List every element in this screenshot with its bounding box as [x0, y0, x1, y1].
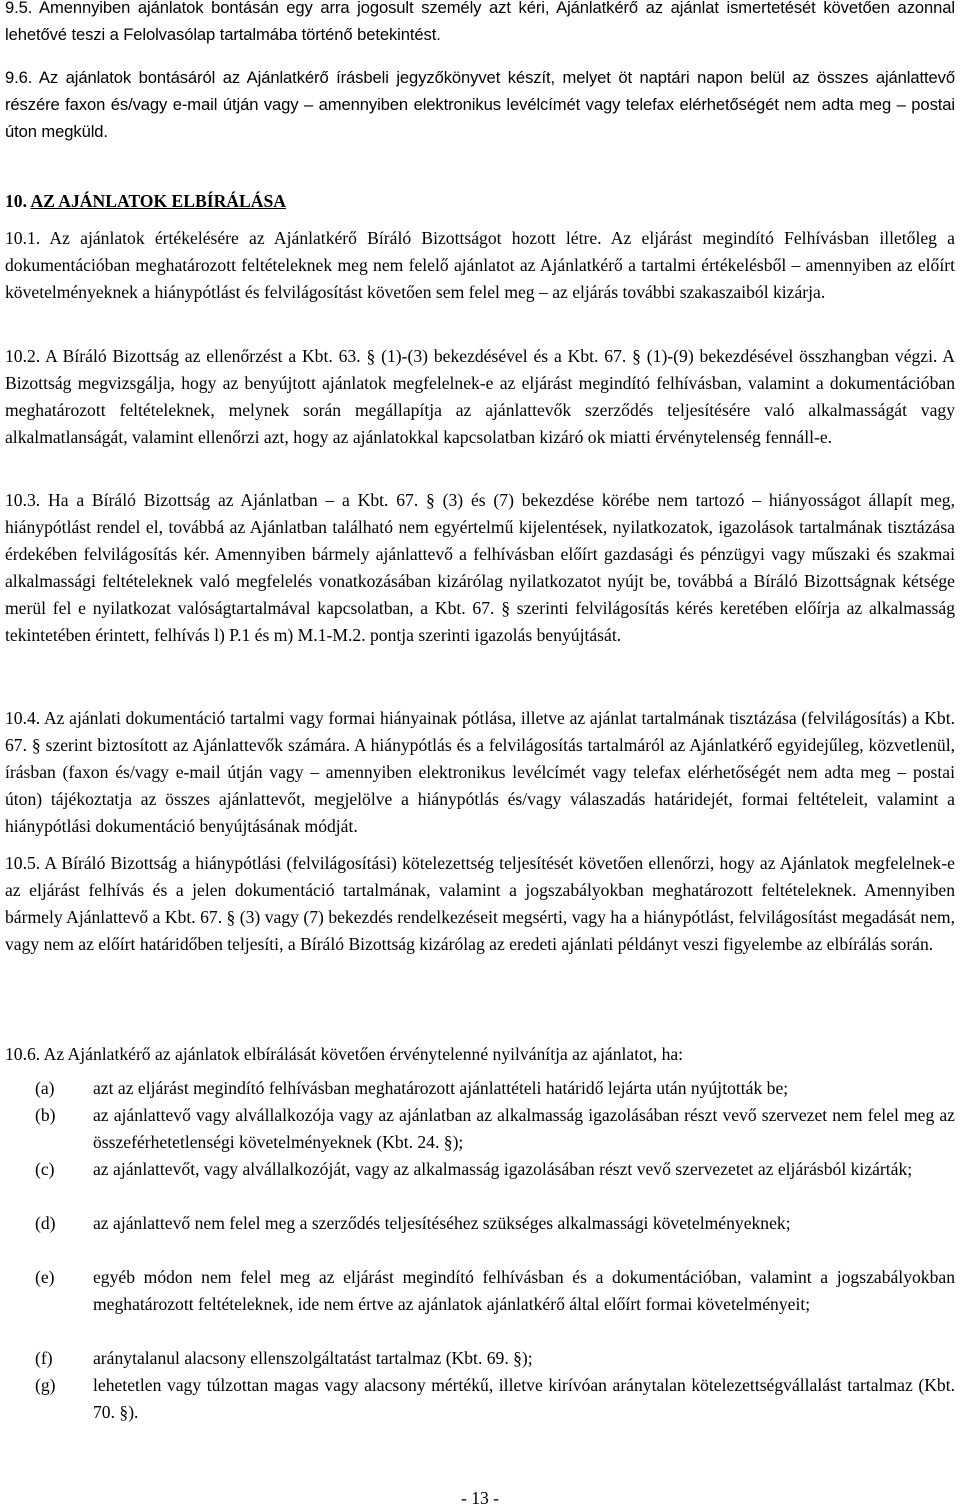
paragraph-10-1: 10.1. Az ajánlatok értékelésére az Ajánlatkérő Bíráló Bizottságot hozott létre. Az eljárást megindító Felhívásban illetőleg a dokumentációban meghatározott feltételeknek meg nem felelő ajánlatot az Ajánlatkérő a tartalmi értékelésből – amennyiben az előírt követelményeknek a hiánypótlást és felvilágosítást követően sem felel meg – az eljárás további szakaszaiból kizárja.	[5, 228, 955, 303]
section-heading	[5, 188, 286, 215]
section-number: 10.	[5, 191, 27, 211]
paragraph-10-3: 10.3. Ha a Bíráló Bizottság az Ajánlatban – a Kbt. 67. § (3) és (7) bekezdése körébe nem tartozó – hiányosságot állapít meg, hiánypótlást rendel el, továbbá az Ajánlatban található nem egyértelmű kijelentések, nyilatkozatok, igazolások tartalmának tisztázása érdekében felvilágosítás kér. Amennyiben bármely ajánlattevő a felhívásban előírt gazdasági és pénzügyi vagy műszaki és szakmai alkalmassági feltételeknek való megfelelés vonatkozásában kizárólag nyilatkozatot nyújt be, továbbá a Bíráló Bizottságnak kétsége merül fel e nyilatkozat valóságtartalmával kapcsolatban, a Kbt. 67. § szerinti felvilágosítás kérés keretében előírja az alkalmasság tekintetében érintett, felhívás l) P.1 és m) M.1-M.2. pontja szerinti igazolás benyújtását.	[5, 490, 955, 646]
paragraph-9-5: 9.5. Amennyiben ajánlatok bontásán egy arra jogosult személy azt kéri, Ajánlatkérő az ajánlat ismertetését követően azonnal lehetővé teszi a Felolvasólap tartalmába történő betekintést.	[5, 0, 955, 45]
list-item-label: (b)	[35, 1105, 56, 1125]
list-item-text: az ajánlattevő vagy alvállalkozója vagy az ajánlatban az alkalmasság igazolásában részt vevő szervezet nem felel meg az összeférhetetlenségi követelményeknek (Kbt. 24. §);	[93, 1105, 955, 1153]
list-item-text: aránytalanul alacsony ellenszolgáltatást tartalmaz (Kbt. 69. §);	[93, 1348, 533, 1368]
list-item-label: (d)	[35, 1213, 56, 1233]
paragraph-10-2: 10.2. A Bíráló Bizottság az ellenőrzést a Kbt. 63. § (1)-(3) bekezdésével és a Kbt. 67. § (1)-(9) bekezdésével összhangban végzi. A Bizottság megvizsgálja, hogy az benyújtott ajánlatok megfelelnek-e az eljárást megindító felhívásban, valamint a dokumentációban meghatározott feltételeknek, melynek során megállapítja az ajánlattevők szerződés teljesítésére való alkalmasságát vagy alkalmatlanságát, valamint ellenőrzi azt, hogy az ajánlatokkal kapcsolatban kizáró ok miatti érvénytelenség fennáll-e.	[5, 346, 955, 448]
list-item-label: (e)	[35, 1267, 55, 1287]
list-item-label: (c)	[35, 1159, 55, 1179]
paragraph-10-4: 10.4. Az ajánlati dokumentáció tartalmi vagy formai hiányainak pótlása, illetve az ajánlat tartalmának tisztázása (felvilágosítás) a Kbt. 67. § szerint biztosított az Ajánlattevők számára. A hiánypótlás és a felvilágosítás tartalmáról az Ajánlatkérő egyidejűleg, közvetlenül, írásban (faxon és/vagy e-mail útján vagy – amennyiben elektronikus levélcímét vagy telefax elérhetőségét nem adta meg – postai úton) tájékoztatja az összes ajánlattevőt, megjelölve a hiánypótlás és/vagy válaszadás határidejét, formai feltételeit, valamint a hiánypótlási dokumentáció benyújtásának módját.	[5, 708, 955, 837]
list-item-text: az ajánlattevőt, vagy alvállalkozóját, vagy az alkalmasság igazolásában részt vevő szervezetet az eljárásból kizárták;	[93, 1159, 913, 1179]
paragraph-10-5: 10.5. A Bíráló Bizottság a hiánypótlási (felvilágosítási) kötelezettség teljesítését követően ellenőrzi, hogy az Ajánlatok megfelelnek-e az eljárást felhívás és a jelen dokumentáció tartalmának, valamint a jogszabályokban meghatározott feltételeknek. Amennyiben bármely Ajánlattevő a Kbt. 67. § (3) vagy (7) bekezdés rendelkezéseit megsérti, vagy ha a hiánypótlást, felvilágosítást megadását nem, vagy nem az előírt határidőben teljesíti, a Bíráló Bizottság kizárólag az eredeti ajánlati példányt veszi figyelembe az elbírálás során.	[5, 853, 955, 955]
list-item-text: egyéb módon nem felel meg az eljárást megindító felhívásban és a dokumentációban, valamint a jogszabályokban meghatározott feltételeknek, ide nem értve az ajánlatok ajánlatkérő által előírt formai követelményeit;	[93, 1267, 955, 1315]
section-title: AZ AJÁNLATOK ELBÍRÁLÁSA	[30, 191, 286, 211]
list-item-label: (g)	[35, 1375, 56, 1395]
list-item-text: azt az eljárást megindító felhívásban meghatározott ajánlattételi határidő lejárta után nyújtották be;	[93, 1078, 789, 1098]
list-item-text: lehetetlen vagy túlzottan magas vagy alacsony mértékű, illetve kirívóan aránytalan kötelezettségvállalást tartalmaz (Kbt. 70. §).	[93, 1375, 955, 1423]
page-number: - 13 -	[460, 1488, 500, 1508]
list-item-text: az ajánlattevő nem felel meg a szerződés teljesítéséhez szükséges alkalmassági követelményeknek;	[93, 1213, 791, 1233]
paragraph-9-6: 9.6. Az ajánlatok bontásáról az Ajánlatkérő írásbeli jegyzőkönyvet készít, melyet öt naptári napon belül az összes ajánlattevő részére faxon és/vagy e-mail útján vagy – amennyiben elektronikus levélcímét vagy telefax elérhetőségét nem adta meg – postai úton megküld.	[5, 68, 955, 142]
paragraph-10-6: 10.6. Az Ajánlatkérő az ajánlatok elbírálását követően érvénytelenné nyilvánítja az ajánlatot, ha:	[5, 1044, 684, 1064]
list-item-label: (a)	[35, 1078, 55, 1098]
list-item-label: (f)	[35, 1348, 53, 1368]
